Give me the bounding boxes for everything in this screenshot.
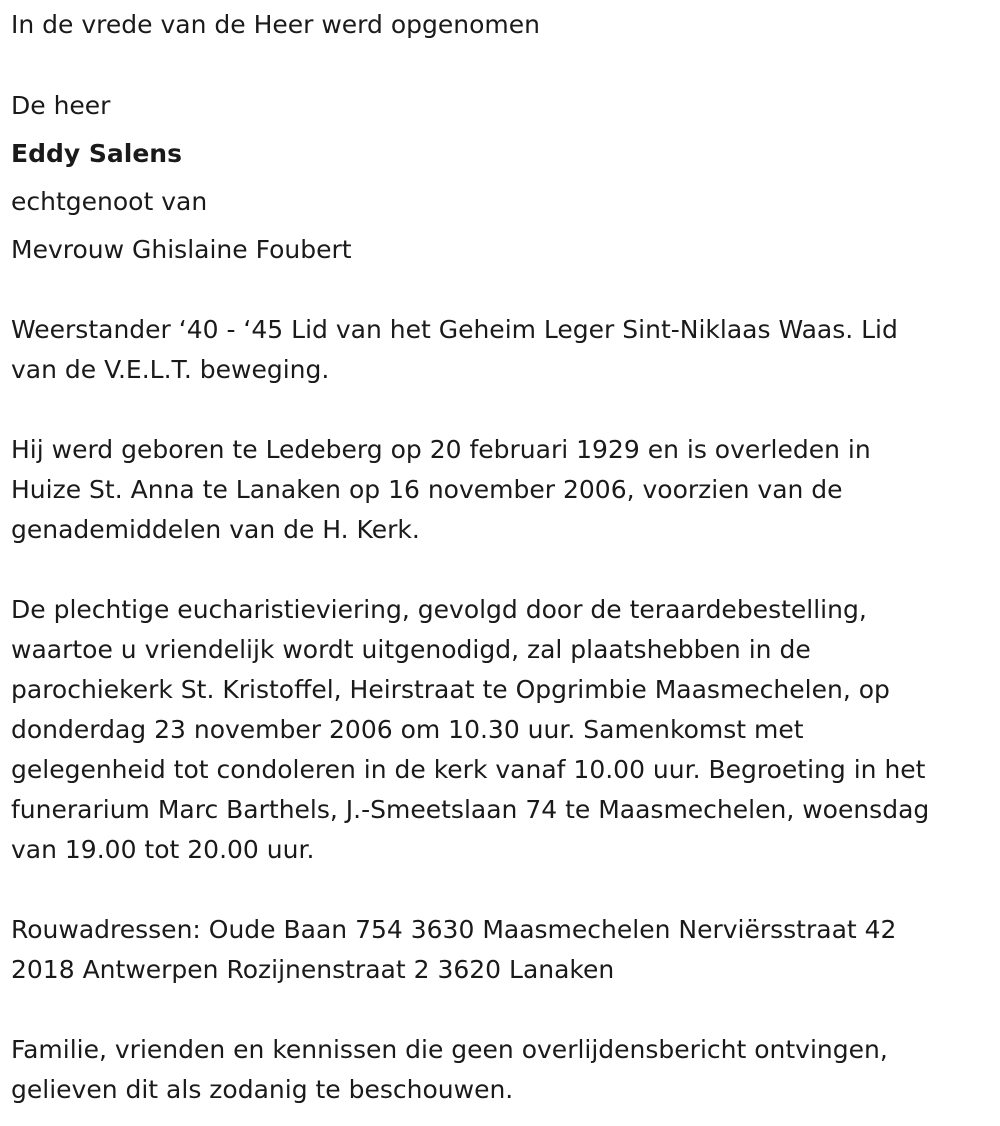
ceremony-paragraph — [11, 590, 929, 870]
resistance-paragraph — [11, 310, 898, 390]
address-line: 2018 Antwerpen Rozijnenstraat 2 3620 Lanaken — [11, 955, 615, 984]
ceremony-line: gelegenheid tot condoleren in de kerk vanaf 10.00 uur. Begroeting in het — [11, 755, 926, 784]
birth-death-line: genademiddelen van de H. Kerk. — [11, 515, 420, 544]
salutation: De heer — [11, 91, 111, 120]
ceremony-line: De plechtige eucharistieviering, gevolgd door de teraardebestelling, — [11, 595, 867, 624]
closing-line: Familie, vrienden en kennissen die geen overlijdensbericht ontvingen, — [11, 1035, 888, 1064]
resistance-line: Weerstander ‘40 - ‘45 Lid van het Geheim Leger Sint-Niklaas Waas. Lid — [11, 315, 898, 344]
birth-death-line: Huize St. Anna te Lanaken op 16 november 2006, voorzien van de — [11, 475, 843, 504]
address-line: Rouwadressen: Oude Baan 754 3630 Maasmechelen Nerviërsstraat 42 — [11, 915, 897, 944]
birth-death-line: Hij werd geboren te Ledeberg op 20 februari 1929 en is overleden in — [11, 435, 871, 464]
closing-line: gelieven dit als zodanig te beschouwen. — [11, 1075, 514, 1104]
addresses-paragraph — [11, 910, 896, 990]
relation-line: echtgenoot van — [11, 187, 208, 216]
ceremony-line: waartoe u vriendelijk wordt uitgenodigd, zal plaatshebben in de — [11, 635, 811, 664]
ceremony-line: parochiekerk St. Kristoffel, Heirstraat te Opgrimbie Maasmechelen, op — [11, 675, 890, 704]
birth-death-paragraph — [11, 430, 871, 550]
resistance-line: van de V.E.L.T. beweging. — [11, 355, 330, 384]
deceased-name: Eddy Salens — [11, 139, 182, 168]
ceremony-line: funerarium Marc Barthels, J.-Smeetslaan 74 te Maasmechelen, woensdag — [11, 795, 930, 824]
intro-line: In de vrede van de Heer werd opgenomen — [11, 10, 540, 39]
spouse-name: Mevrouw Ghislaine Foubert — [11, 235, 352, 264]
closing-paragraph — [11, 1030, 888, 1110]
ceremony-line: donderdag 23 november 2006 om 10.30 uur. Samenkomst met — [11, 715, 804, 744]
ceremony-line: van 19.00 tot 20.00 uur. — [11, 835, 315, 864]
